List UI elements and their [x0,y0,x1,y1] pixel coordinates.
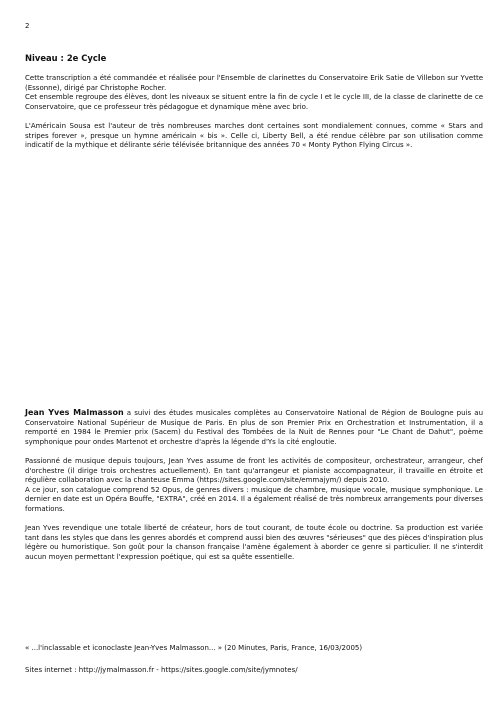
press-quote: « ...l'inclassable et iconoclaste Jean-Yves Malmasson... » (20 Minutes, Paris, France, 16/03/2005) [25,644,363,652]
bio-paragraph-3: A ce jour, son catalogue comprend 52 Opus, de genres divers : musique de chambre, musique vocale, musique symphonique. Le dernier en date est un Opéra Bouffe, "EXTRA", créé en 2014. Il a également réalisé de très nombreux arrangements pour diverses formations. [25,485,483,513]
bio-paragraph-4: Jean Yves revendique une totale liberté de créateur, hors de tout courant, de toute école ou doctrine. Sa production est variée tant dans les styles que dans les genres abordés et comprend aussi bien des œuvres "sérieuses" que des pièces d'inspiration plus légère ou humoristique. Son goût pour la chanson française l'amène également à aborder ce genre si particulier. Il ne s'interdit aucun moyen permettant l'expression poétique, qui est sa quête essentielle. [25,524,483,561]
bio-paragraph-2: Passionné de musique depuis toujours, Jean Yves assume de front les activités de compositeur, orchestrateur, arrangeur, chef d'orchestre (il dirige trois orchestres actuellement). En tant qu'arrangeur et pianiste accompagnateur, il travaille en étroite et régulière collaboration avec la chanteuse Emma (https://sites.google.com/site/emmajym/) depuis 2010. [25,456,483,485]
bio-paragraph-1 [25,408,483,447]
bio-paragraph-1-text: a suivi des études musicales complètes au Conservatoire National de Région de Boulogne puis au Conservatoire National Supérieur de Musique de Paris. En plus de son Premier Prix en Orchestration et Instrumentation, il a remporté en 1984 le Premier prix (Sacem) du Festival des Tombées de la Nuit de Rennes pour "Le Chant de Dahut", poème symphonique pour ondes Martenot et orchestre d'après la légende d'Ys la cité engloutie. [25,409,484,446]
page-number: 2 [25,22,30,30]
biography-section [25,408,483,563]
intro-section [25,74,483,151]
websites-line: Sites internet : http://jymalmasson.fr - https://sites.google.com/site/jymnotes/ [25,666,298,674]
intro-paragraph-1: Cette transcription a été commandée et réalisée pour l'Ensemble de clarinettes du Conservatoire Erik Satie de Villebon sur Yvette (Essonne), dirigé par Christophe Rocher. [25,74,483,92]
level-heading: Niveau : 2e Cycle [25,53,107,63]
intro-paragraph-3: L'Américain Sousa est l'auteur de très nombreuses marches dont certaines sont mondialement connues, comme « Stars and stripes forever », presque un hymne américain « bis ». Celle ci, Liberty Bell, a été rendue célèbre par son utilisation comme indicatif de la mythique et délirante série télévisée britannique des années 70 « Monty Python Flying Circus ». [25,121,483,150]
intro-paragraph-2: Cet ensemble regroupe des élèves, dont les niveaux se situent entre la fin de cycle I et le cycle III, de la classe de clarinette de ce Conservatoire, que ce professeur très pédagogue et dynamique mène avec brio. [25,93,483,111]
author-name: Jean Yves Malmasson [25,408,124,417]
